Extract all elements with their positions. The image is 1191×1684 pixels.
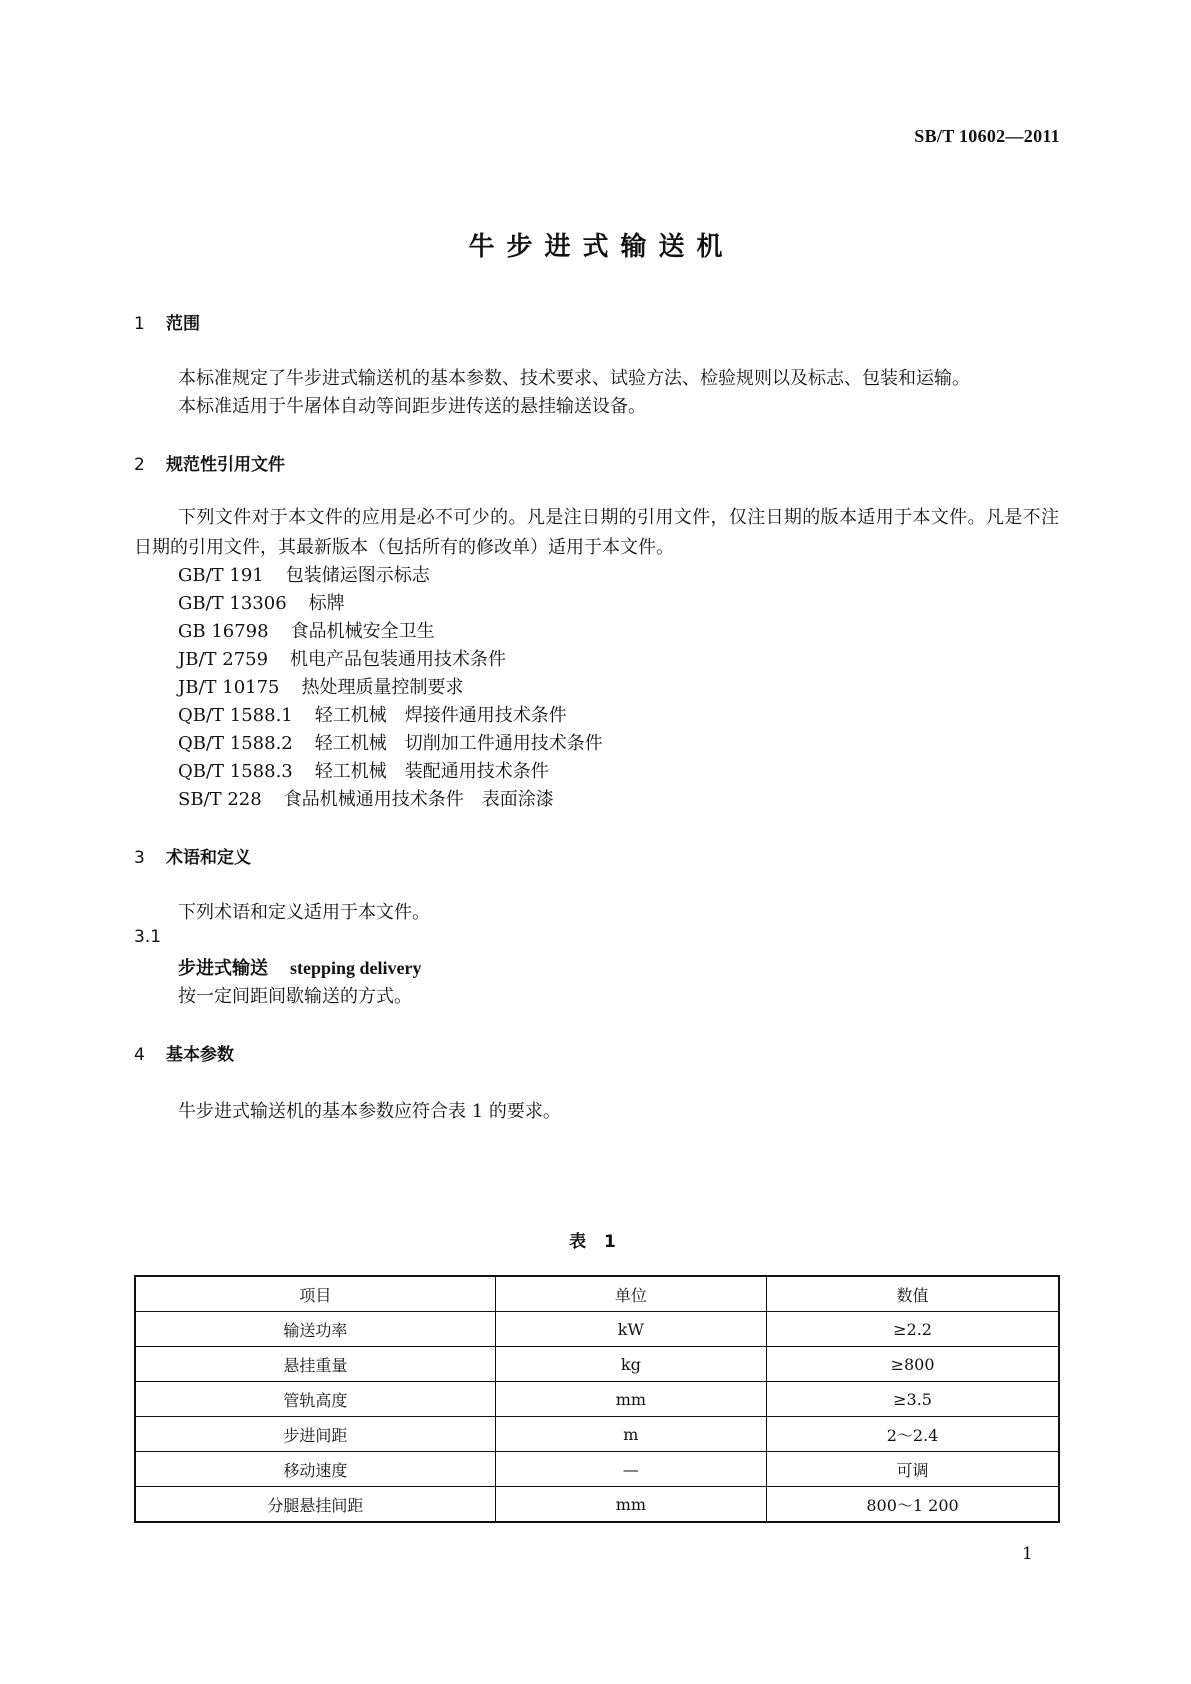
page-title: 牛步进式输送机	[468, 232, 735, 262]
section-heading-terms	[134, 843, 251, 868]
table-cell: 悬挂重量	[135, 1347, 495, 1382]
terms-intro: 下列术语和定义适用于本文件。	[178, 902, 430, 923]
reference-title: 食品机械通用技术条件 表面涂漆	[283, 789, 554, 810]
term-entry	[178, 954, 422, 980]
reference-item	[178, 561, 430, 587]
reference-code: QB/T 1588.2	[178, 733, 293, 754]
table-header-row	[135, 1276, 1059, 1312]
table-row	[135, 1347, 1059, 1382]
reference-item	[178, 785, 554, 811]
table-row	[135, 1382, 1059, 1417]
table-row	[135, 1452, 1059, 1487]
section-title: 基本参数	[166, 1045, 234, 1065]
reference-title: 轻工机械 焊接件通用技术条件	[314, 705, 567, 726]
table-row	[135, 1417, 1059, 1452]
reference-item	[178, 701, 567, 727]
reference-title: 轻工机械 装配通用技术条件	[314, 761, 549, 782]
table-cell: 可调	[767, 1452, 1059, 1487]
table-row	[135, 1312, 1059, 1347]
document-code: SB/T 10602—2011	[914, 126, 1060, 146]
table-cell: mm	[495, 1487, 766, 1523]
table-cell: ≥800	[767, 1347, 1059, 1382]
reference-title: 机电产品包装通用技术条件	[290, 649, 507, 670]
reference-code: GB/T 13306	[178, 593, 287, 614]
reference-title: 食品机械安全卫生	[290, 621, 435, 642]
table-cell: m	[495, 1417, 766, 1452]
reference-title: 热处理质量控制要求	[301, 677, 464, 698]
reference-code: JB/T 10175	[178, 677, 280, 698]
table-cell: 移动速度	[135, 1452, 495, 1487]
term-chinese: 步进式输送	[178, 958, 268, 979]
section-heading-normative	[134, 450, 285, 475]
column-header: 单位	[495, 1276, 766, 1312]
section-title: 规范性引用文件	[166, 455, 285, 475]
section-number: 4	[134, 1045, 145, 1065]
normative-intro: 下列文件对于本文件的应用是必不可少的。凡是注日期的引用文件，仅注日期的版本适用于本文件。凡是不注日期的引用文件，其最新版本（包括所有的修改单）适用于本文件。	[134, 507, 1059, 558]
reference-item	[178, 617, 435, 643]
table-cell: 2～2.4	[767, 1417, 1059, 1452]
reference-title: 包装储运图示标志	[285, 565, 430, 586]
table-cell: kg	[495, 1347, 766, 1382]
section-number: 2	[134, 455, 145, 475]
column-header: 项目	[135, 1276, 495, 1312]
term-definition: 按一定间距间歇输送的方式。	[178, 986, 412, 1007]
column-header: 数值	[767, 1276, 1059, 1312]
section-number: 1	[134, 314, 145, 334]
scope-paragraph-2: 本标准适用于牛屠体自动等间距步进传送的悬挂输送设备。	[178, 396, 646, 417]
reference-code: JB/T 2759	[178, 649, 269, 670]
reference-title: 标牌	[308, 593, 345, 614]
reference-item	[178, 757, 549, 783]
reference-item	[178, 589, 345, 615]
table-cell: —	[495, 1452, 766, 1487]
reference-code: GB 16798	[178, 621, 269, 642]
section-number: 3	[134, 848, 145, 868]
reference-item	[178, 729, 603, 755]
reference-title: 轻工机械 切削加工件通用技术条件	[314, 733, 603, 754]
clause-number: 3.1	[134, 927, 162, 947]
reference-item	[178, 673, 464, 699]
term-english: stepping delivery	[290, 958, 422, 978]
parameters-table	[134, 1275, 1060, 1523]
table-cell: 步进间距	[135, 1417, 495, 1452]
reference-code: QB/T 1588.1	[178, 705, 293, 726]
params-intro: 牛步进式输送机的基本参数应符合表 1 的要求。	[178, 1101, 561, 1122]
reference-code: SB/T 228	[178, 789, 262, 810]
table-cell: kW	[495, 1312, 766, 1347]
table-cell: 800～1 200	[767, 1487, 1059, 1523]
table-cell: ≥3.5	[767, 1382, 1059, 1417]
table-cell: mm	[495, 1382, 766, 1417]
table-cell: 管轨高度	[135, 1382, 495, 1417]
scope-paragraph-1: 本标准规定了牛步进式输送机的基本参数、技术要求、试验方法、检验规则以及标志、包装和运输。	[178, 368, 970, 389]
table-cell: ≥2.2	[767, 1312, 1059, 1347]
section-heading-params	[134, 1040, 234, 1065]
table-cell: 输送功率	[135, 1312, 495, 1347]
table-title: 表 1	[569, 1232, 622, 1252]
table-cell: 分腿悬挂间距	[135, 1487, 495, 1523]
page-number: 1	[1022, 1544, 1033, 1564]
section-heading-scope	[134, 309, 200, 334]
reference-code: QB/T 1588.3	[178, 761, 293, 782]
section-title: 范围	[166, 314, 200, 334]
reference-item	[178, 645, 506, 671]
table-row	[135, 1487, 1059, 1523]
reference-code: GB/T 191	[178, 565, 264, 586]
section-title: 术语和定义	[166, 848, 251, 868]
